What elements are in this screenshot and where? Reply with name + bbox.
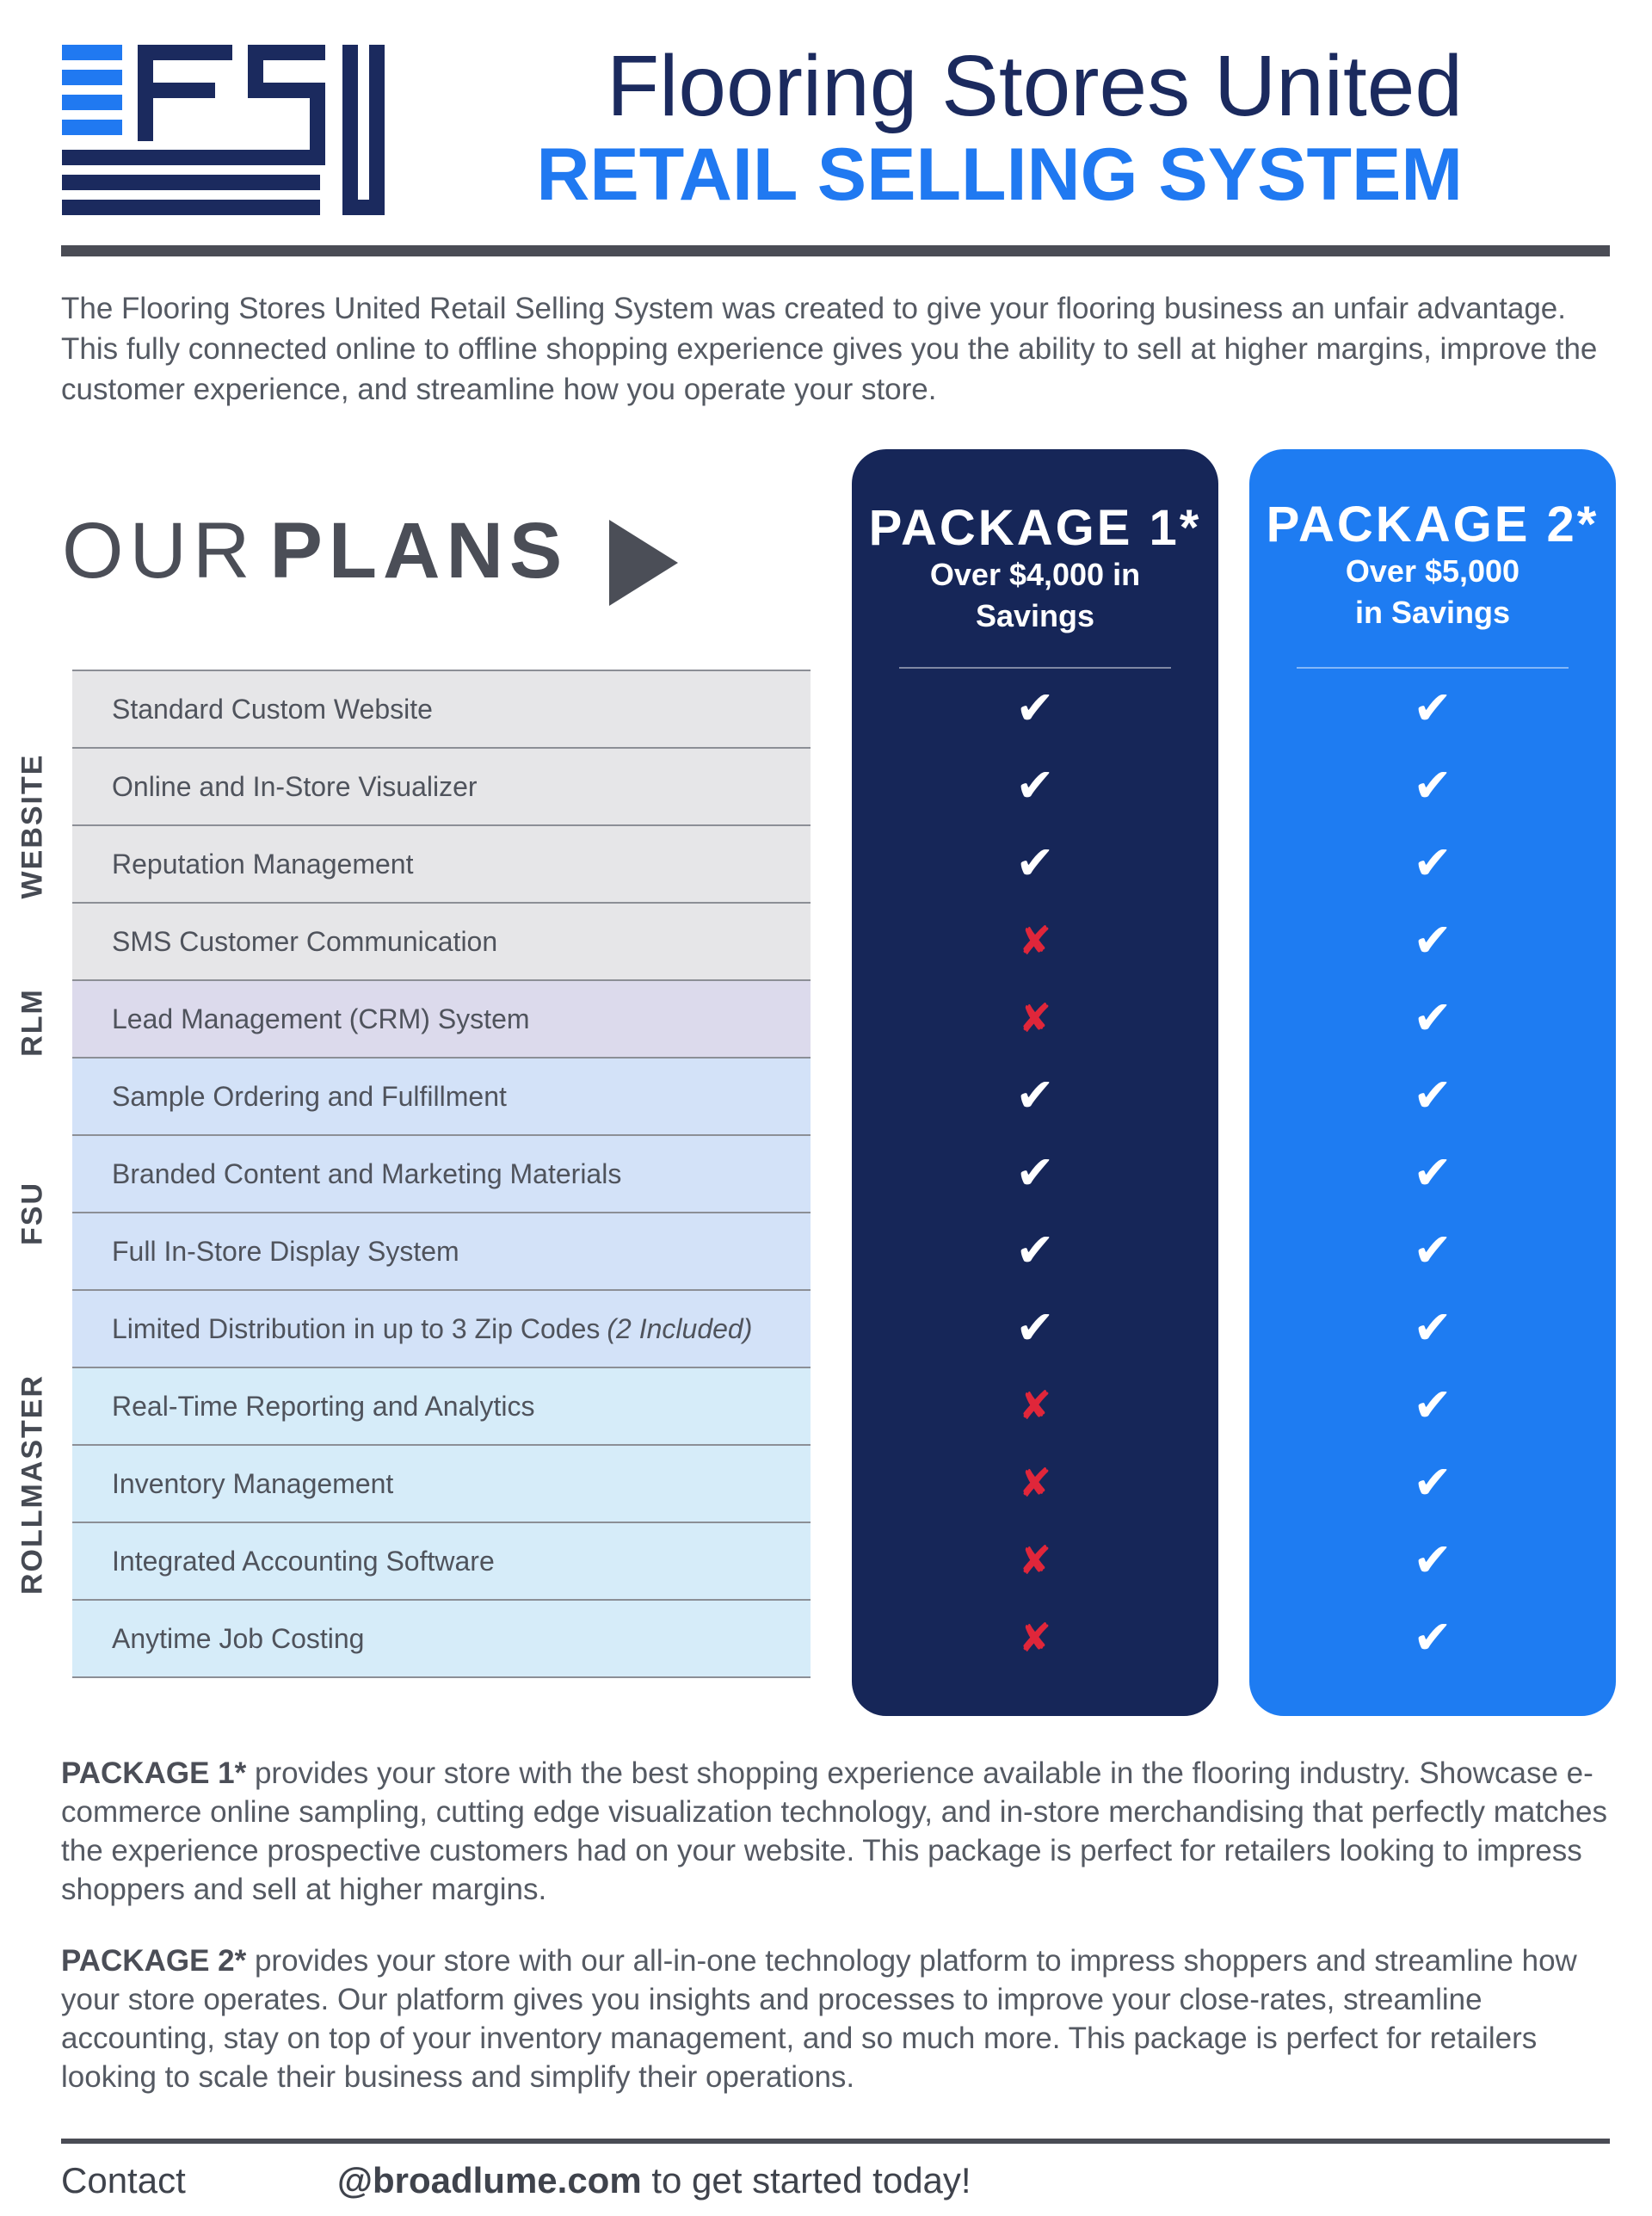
feature-label: Limited Distribution in up to 3 Zip Codes: [112, 1312, 601, 1344]
contact-label: Contact: [61, 2160, 186, 2201]
feature-row: [72, 902, 811, 979]
package-1-cross-icon: ✘: [1018, 1537, 1052, 1583]
package-1-check-icon: ✔: [1015, 758, 1055, 812]
plans-heading-light: OUR: [62, 507, 256, 595]
package-1-check-icon: ✔: [1015, 681, 1055, 735]
package-1-cross-icon: ✘: [1018, 1460, 1052, 1506]
feature-row: [72, 824, 811, 902]
feature-label: Integrated Accounting Software: [112, 1545, 495, 1577]
contact-cta: @broadlume.com to get started today!: [337, 2160, 971, 2201]
feature-label: Real-Time Reporting and Analytics: [112, 1390, 535, 1422]
header-divider: [61, 245, 1610, 256]
feature-label: Inventory Management: [112, 1467, 394, 1499]
feature-row: [72, 1599, 811, 1678]
feature-row: [72, 670, 811, 747]
feature-row: [72, 1367, 811, 1444]
package-2-check-icon: ✔: [1413, 758, 1452, 812]
feature-row: [72, 1444, 811, 1522]
feature-label: Lead Management (CRM) System: [112, 1003, 530, 1034]
package-2-check-icon: ✔: [1413, 836, 1452, 890]
package-1-check-icon: ✔: [1015, 836, 1055, 890]
feature-label: SMS Customer Communication: [112, 925, 498, 957]
feature-row: [72, 1057, 811, 1134]
package-2-check-icon: ✔: [1413, 1610, 1452, 1664]
package-1-cross-icon: ✘: [1018, 1382, 1052, 1429]
feature-row: [72, 1134, 811, 1212]
feature-label: Standard Custom Website: [112, 693, 433, 725]
feature-label: Online and In-Store Visualizer: [112, 770, 478, 802]
intro-paragraph: The Flooring Stores United Retail Selling System was created to give your flooring business an unfair advantage. This fully connected online to offline shopping experience gives you the ability to sell at higher margins, improve the customer experience, and streamline how you operate your store.: [61, 292, 1598, 406]
feature-label: Sample Ordering and Fulfillment: [112, 1080, 507, 1112]
package-2-check-icon: ✔: [1413, 1378, 1452, 1432]
feature-list: [72, 670, 811, 1678]
plans-heading: [62, 503, 568, 598]
contact-email[interactable]: @broadlume.com: [337, 2160, 642, 2201]
package-1-check-icon: ✔: [1015, 1145, 1055, 1200]
feature-label: Branded Content and Marketing Materials: [112, 1157, 622, 1189]
feature-label: Reputation Management: [112, 848, 414, 880]
feature-row: [72, 1212, 811, 1289]
feature-note: (2 Included): [607, 1312, 753, 1344]
package-1-column: [852, 449, 1218, 1716]
package-1-savings: Over $4,000 in Savings: [929, 557, 1141, 633]
package-2-check-icon: ✔: [1413, 913, 1452, 967]
package-1-description: PACKAGE 1* provides your store with the best shopping experience available in the flooring industry. Showcase e-commerce online sampling, cutting edge visualization technology, and in-store merchandising that perfectly matches the experience prospective customers had on your website. This package is perfect for retailers looking to impress shoppers and sell at higher margins.: [61, 1756, 1607, 1906]
feature-row: [72, 1522, 811, 1599]
feature-label: Anytime Job Costing: [112, 1622, 365, 1654]
package-2-check-icon: ✔: [1413, 1068, 1452, 1122]
play-arrow-icon: [609, 520, 678, 606]
package-2-check-icon: ✔: [1413, 1455, 1452, 1509]
package-2-check-icon: ✔: [1413, 1300, 1452, 1355]
feature-row: [72, 747, 811, 824]
package-2-column: [1249, 449, 1616, 1716]
fsu-logo: [62, 45, 385, 215]
package-1-check-icon: ✔: [1015, 1068, 1055, 1122]
package-2-description: PACKAGE 2* provides your store with our all-in-one technology platform to impress shoppers and streamline how your store operates. Our platform gives you insights and processes to improve your close-rates, streamline accounting, stay on top of your inventory management, and so much more. This package is perfect for retailers looking to scale their business and simplify their operations.: [61, 1944, 1577, 2094]
feature-row: [72, 979, 811, 1057]
package-2-check-icon: ✔: [1413, 1533, 1452, 1587]
package-2-name: PACKAGE 2*: [1266, 497, 1600, 552]
package-2-check-icon: ✔: [1413, 991, 1452, 1045]
feature-label: Full In-Store Display System: [112, 1235, 459, 1267]
brand-title: Flooring Stores United: [607, 38, 1463, 134]
package-1-cross-icon: ✘: [1018, 1614, 1052, 1661]
package-2-divider: [1297, 667, 1569, 669]
feature-row: [72, 1289, 811, 1367]
plans-heading-bold: PLANS: [269, 507, 569, 595]
package-1-cross-icon: ✘: [1018, 995, 1052, 1041]
package-2-check-icon: ✔: [1413, 681, 1452, 735]
package-2-check-icon: ✔: [1413, 1145, 1452, 1200]
package-1-check-icon: ✔: [1015, 1223, 1055, 1277]
package-1-check-icon: ✔: [1015, 1300, 1055, 1355]
package-2-check-icon: ✔: [1413, 1223, 1452, 1277]
footer-divider: [61, 2139, 1610, 2144]
package-2-savings: Over $5,000 in Savings: [1345, 553, 1520, 630]
package-1-divider: [899, 667, 1171, 669]
package-1-name: PACKAGE 1*: [868, 500, 1202, 556]
brand-subtitle: RETAIL SELLING SYSTEM: [536, 133, 1463, 216]
package-1-cross-icon: ✘: [1018, 917, 1052, 964]
